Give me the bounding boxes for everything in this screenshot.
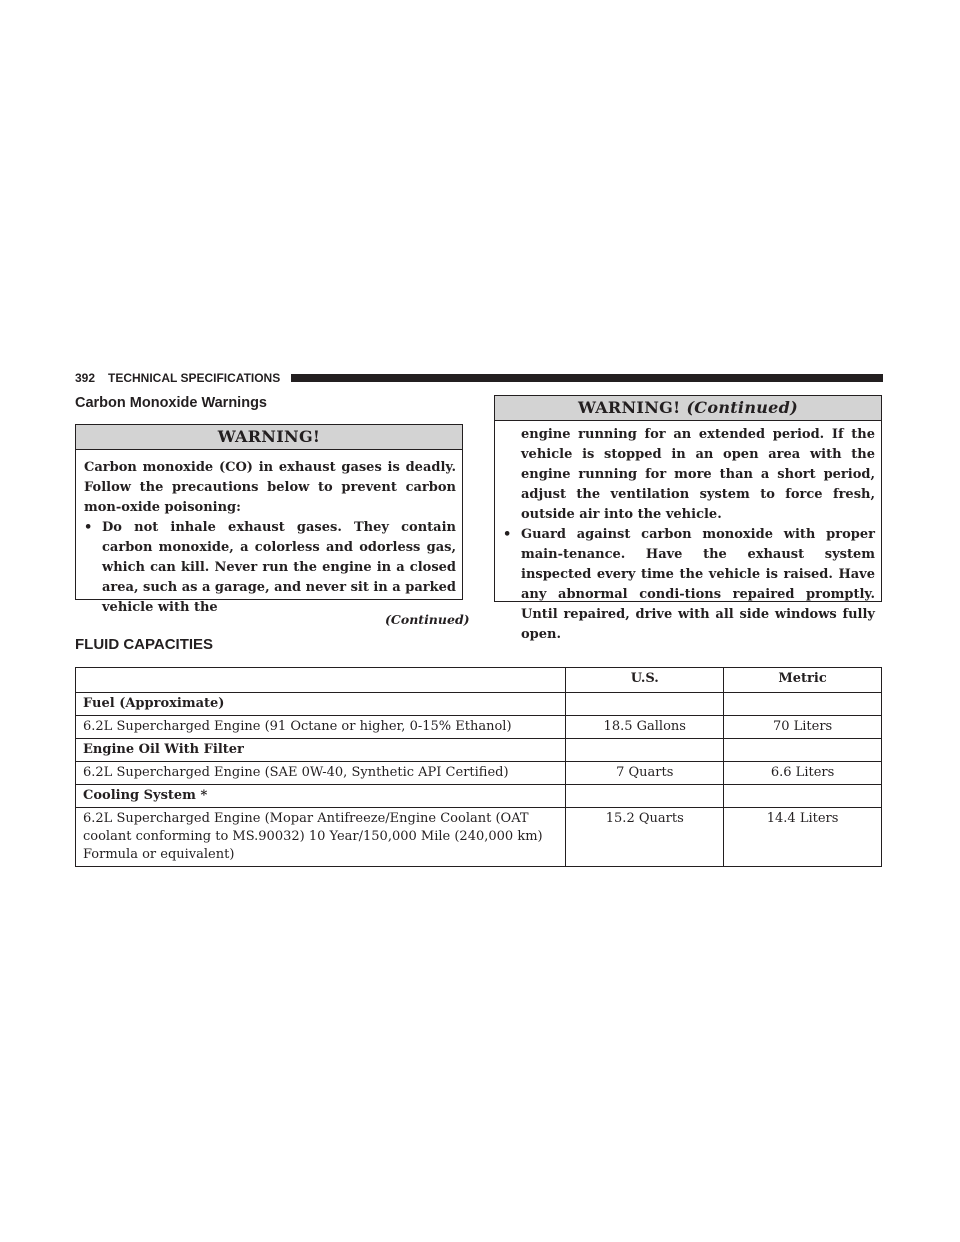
column-header-us: U.S. — [566, 668, 724, 693]
running-header — [75, 370, 883, 386]
header-rule — [291, 374, 883, 382]
warning-box-1 — [75, 424, 463, 615]
co-warnings-heading: Carbon Monoxide Warnings — [75, 395, 267, 411]
warning-box-2-title-text: WARNING! — [577, 398, 681, 417]
fluid-capacities-heading: FLUID CAPACITIES — [75, 636, 214, 653]
row-us: 7 Quarts — [566, 762, 724, 785]
warning-bullet-1-text: Do not inhale exhaust gases. They contain carbon monoxide, a colorless and odorless gas, which can kill. Never run the engine in a closed area, such as a garage, and never sit in a parked vehicle with the — [102, 520, 456, 615]
row-metric — [724, 785, 882, 808]
table-row — [76, 762, 882, 785]
warning-bullet-2 — [503, 525, 875, 645]
row-metric: 6.6 Liters — [724, 762, 882, 785]
row-item: Fuel (Approximate) — [76, 693, 566, 716]
bullet-icon: • — [503, 527, 512, 542]
continued-note: (Continued) — [385, 612, 470, 627]
warning-intro: Carbon monoxide (CO) in exhaust gases is deadly. Follow the precautions below to prevent carbon mon-oxide poisoning: — [84, 460, 456, 515]
row-item: 6.2L Supercharged Engine (91 Octane or higher, 0-15% Ethanol) — [76, 716, 566, 739]
row-item: Cooling System * — [76, 785, 566, 808]
warning-continuation: engine running for an extended period. If the vehicle is stopped in an open area with the engine running for more than a short period, adjust the ventilation system to force fresh, outside air into the vehicle. — [521, 427, 875, 522]
row-us — [566, 785, 724, 808]
row-us — [566, 693, 724, 716]
warning-bullet-1 — [84, 518, 456, 618]
table-row — [76, 739, 882, 762]
table-row — [76, 693, 882, 716]
warning-bullet-2-text: Guard against carbon monoxide with proper main-tenance. Have the exhaust system inspected every time the vehicle is raised. Have any abnormal condi-tions repaired promptly. Until repaired, drive with all side windows fully open. — [521, 527, 875, 642]
table-row — [76, 716, 882, 739]
row-us — [566, 739, 724, 762]
row-item: 6.2L Supercharged Engine (SAE 0W-40, Synthetic API Certified) — [76, 762, 566, 785]
row-item: Engine Oil With Filter — [76, 739, 566, 762]
table-header-row — [76, 668, 882, 693]
warning-box-2-title — [495, 396, 881, 421]
fluid-capacities-table — [75, 667, 882, 867]
column-header-item — [76, 668, 566, 693]
page-number: 392 — [75, 371, 96, 385]
warning-box-2-title-suffix: (Continued) — [686, 398, 799, 417]
row-metric — [724, 693, 882, 716]
warning-box-1-title: WARNING! — [76, 425, 462, 450]
column-header-metric: Metric — [724, 668, 882, 693]
table-row — [76, 808, 882, 867]
warning-box-2 — [494, 395, 882, 642]
row-us: 18.5 Gallons — [566, 716, 724, 739]
section-title: TECHNICAL SPECIFICATIONS — [108, 371, 281, 385]
row-item: 6.2L Supercharged Engine (Mopar Antifreeze/Engine Coolant (OAT coolant conforming to MS.90032) 10 Year/150,000 Mile (240,000 km) Formula or equivalent) — [76, 808, 566, 867]
row-metric — [724, 739, 882, 762]
row-metric: 70 Liters — [724, 716, 882, 739]
row-us: 15.2 Quarts — [566, 808, 724, 867]
table-row — [76, 785, 882, 808]
row-metric: 14.4 Liters — [724, 808, 882, 867]
bullet-icon: • — [84, 520, 93, 535]
